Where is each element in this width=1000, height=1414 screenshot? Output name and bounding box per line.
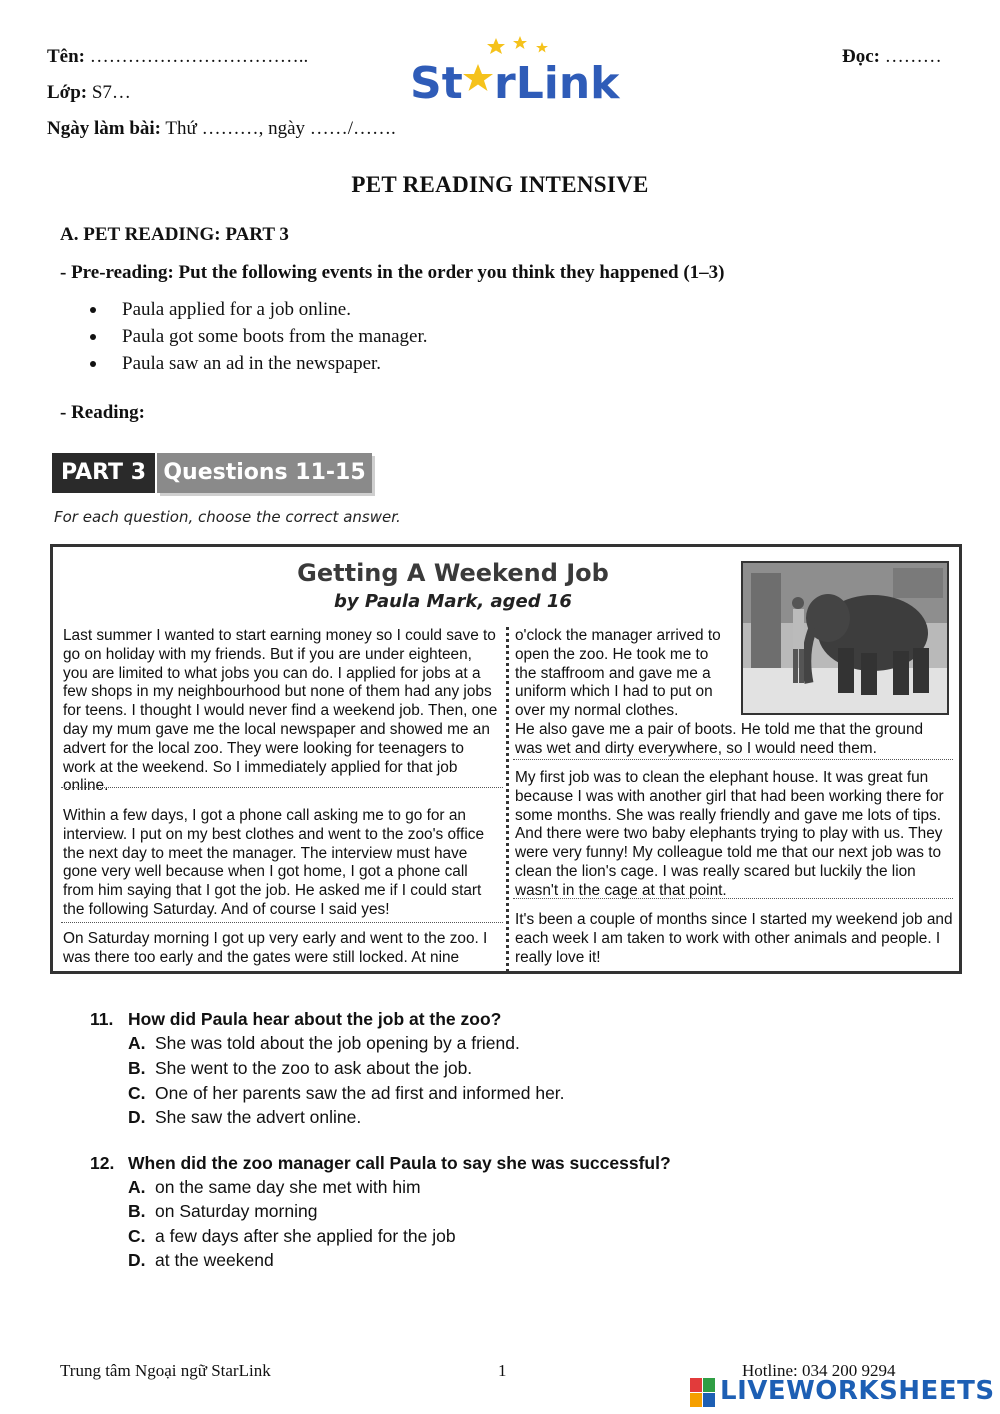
- class-line: [47, 82, 131, 104]
- article-paragraph: He also gave me a pair of boots. He told me that the ground was wet and dirty everywhere, so I would need them.: [515, 721, 924, 757]
- option-11-c[interactable]: [128, 1083, 565, 1104]
- option-11-d[interactable]: [128, 1107, 361, 1128]
- option-letter: B.: [128, 1058, 146, 1078]
- bullet-icon: [90, 334, 96, 340]
- name-value[interactable]: ……………………………..: [89, 46, 309, 67]
- liveworksheets-logo-icon: [690, 1378, 716, 1408]
- paragraph-divider: [513, 898, 953, 899]
- option-text: She saw the advert online.: [155, 1107, 362, 1127]
- article-paragraph: Last summer I wanted to start earning money so I could save to go on holiday with my friends. But if you are under eighteen, you are limited to what jobs you can do. I applied for jobs at a few shops in my neighbourhood but none of them had any jobs for teens. I thought I would never find a weekend job. Then, one day my mum gave me the local newspaper and showed me an advert for the local zoo. They were looking for teenagers to work at the weekend. So I immediately applied for that job online.: [63, 627, 498, 795]
- option-letter: C.: [128, 1226, 146, 1246]
- bullet-icon: [90, 361, 96, 367]
- option-text: She went to the zoo to ask about the job.: [155, 1058, 473, 1078]
- pre-reading-heading: - Pre-reading: Put the following events in the order you think they happened (1–3): [60, 262, 725, 283]
- question-stem: When did the zoo manager call Paula to say she was successful?: [128, 1153, 671, 1173]
- logo-star-icon: [487, 38, 505, 54]
- article-byline: by Paula Mark, aged 16: [334, 591, 572, 612]
- column-divider: [506, 627, 509, 972]
- name-line: [47, 46, 308, 68]
- question-number: 11.: [90, 1009, 114, 1029]
- part-label: PART 3: [52, 453, 155, 493]
- option-text: a few days after she applied for the job: [155, 1226, 456, 1246]
- questions-range: Questions 11-15: [157, 453, 372, 493]
- read-label: Đọc:: [842, 46, 880, 67]
- logo-text-st: St: [410, 58, 463, 106]
- option-text: on Saturday morning: [155, 1201, 318, 1221]
- option-letter: A.: [128, 1033, 146, 1053]
- option-text: on the same day she met with him: [155, 1177, 421, 1197]
- date-value[interactable]: Thứ ………, ngày ……/…….: [165, 118, 396, 139]
- event-text: Paula got some boots from the manager.: [122, 326, 428, 347]
- elephant-photo: [741, 561, 949, 715]
- article-paragraph: My first job was to clean the elephant house. It was great fun because I was with another girl that had been working there for some months. She was really friendly and gave me lots of tips. And there were two baby elephants trying to play with us. They were very funny! My colleague told me that our next job was to clean the lion's cage. I was really scared but luckily the lion wasn't in the cage at that point.: [515, 769, 944, 899]
- option-letter: D.: [128, 1107, 146, 1127]
- article-title: Getting A Weekend Job: [297, 559, 609, 587]
- option-letter: B.: [128, 1201, 146, 1221]
- name-label: Tên:: [47, 46, 85, 67]
- question-number: 12.: [90, 1153, 115, 1173]
- list-item: [90, 296, 428, 323]
- list-item: [90, 350, 428, 377]
- read-value[interactable]: ………: [884, 46, 942, 67]
- option-11-a[interactable]: [128, 1033, 520, 1054]
- question-stem: How did Paula hear about the job at the zoo?: [128, 1009, 502, 1029]
- liveworksheets-watermark: [690, 1376, 995, 1410]
- starlink-logo: [408, 36, 638, 106]
- class-label: Lớp:: [47, 82, 88, 103]
- reading-heading: - Reading:: [60, 402, 145, 423]
- instruction: For each question, choose the correct answer.: [54, 508, 401, 526]
- option-text: One of her parents saw the ad first and informed her.: [155, 1083, 565, 1103]
- article-box: [50, 544, 962, 974]
- option-12-c[interactable]: [128, 1226, 456, 1247]
- starlink-logo-graphic: [408, 36, 638, 106]
- class-value: S7…: [91, 82, 131, 103]
- article-paragraph: Within a few days, I got a phone call asking me to go for an interview. I put on my best clothes and went to the zoo's office the next day to meet the manager. The interview must have gone very well because when I got home, I got a phone call from him saying that I got the job. He asked me if I could start the following Saturday. And of course I said yes!: [63, 807, 485, 918]
- article-paragraph: On Saturday morning I got up very early and went to the zoo. I was there too early and the gates were still locked. At nine: [63, 930, 488, 966]
- read-score: [842, 46, 942, 68]
- option-12-a[interactable]: [128, 1177, 421, 1198]
- watermark-text: LIVEWORKSHEETS: [720, 1376, 995, 1406]
- section-a-heading: A. PET READING: PART 3: [60, 224, 289, 245]
- logo-star-icon: [463, 64, 493, 91]
- option-11-b[interactable]: [128, 1058, 472, 1079]
- paragraph-divider: [61, 787, 503, 788]
- part-banner: [52, 453, 372, 495]
- bullet-icon: [90, 307, 96, 313]
- paragraph-divider: [513, 759, 953, 760]
- option-letter: C.: [128, 1083, 146, 1103]
- logo-star-icon: [536, 42, 548, 53]
- event-text: Paula saw an ad in the newspaper.: [122, 353, 382, 374]
- page-title: PET READING INTENSIVE: [351, 172, 649, 197]
- event-text: Paula applied for a job online.: [122, 299, 351, 320]
- option-text: at the weekend: [155, 1250, 274, 1270]
- paragraph-divider: [61, 922, 503, 923]
- option-letter: A.: [128, 1177, 146, 1197]
- logo-text-rlink: rLink: [494, 58, 620, 106]
- elephant-image: [743, 563, 947, 713]
- logo-star-icon: [513, 36, 527, 49]
- date-label: Ngày làm bài:: [47, 118, 161, 139]
- option-12-d[interactable]: [128, 1250, 274, 1271]
- article-paragraph: It's been a couple of months since I started my weekend job and each week I am taken to work with other animals and people. I really love it!: [515, 911, 953, 966]
- date-line: [47, 118, 396, 140]
- option-text: She was told about the job opening by a friend.: [155, 1033, 520, 1053]
- article-paragraph: o'clock the manager arrived to open the zoo. He took me to the staffroom and gave me a uniform which I had to put on over my normal clothes.: [515, 627, 721, 720]
- footer-hotline: Hotline: 034 200 9294: [742, 1361, 896, 1380]
- question-11: [90, 1009, 501, 1030]
- option-12-b[interactable]: [128, 1201, 317, 1222]
- question-12: [90, 1153, 671, 1174]
- list-item: [90, 323, 428, 350]
- footer-page-number: 1: [498, 1361, 507, 1380]
- footer-center-name: Trung tâm Ngoại ngữ StarLink: [60, 1361, 271, 1380]
- option-letter: D.: [128, 1250, 146, 1270]
- pre-reading-list: [90, 296, 428, 377]
